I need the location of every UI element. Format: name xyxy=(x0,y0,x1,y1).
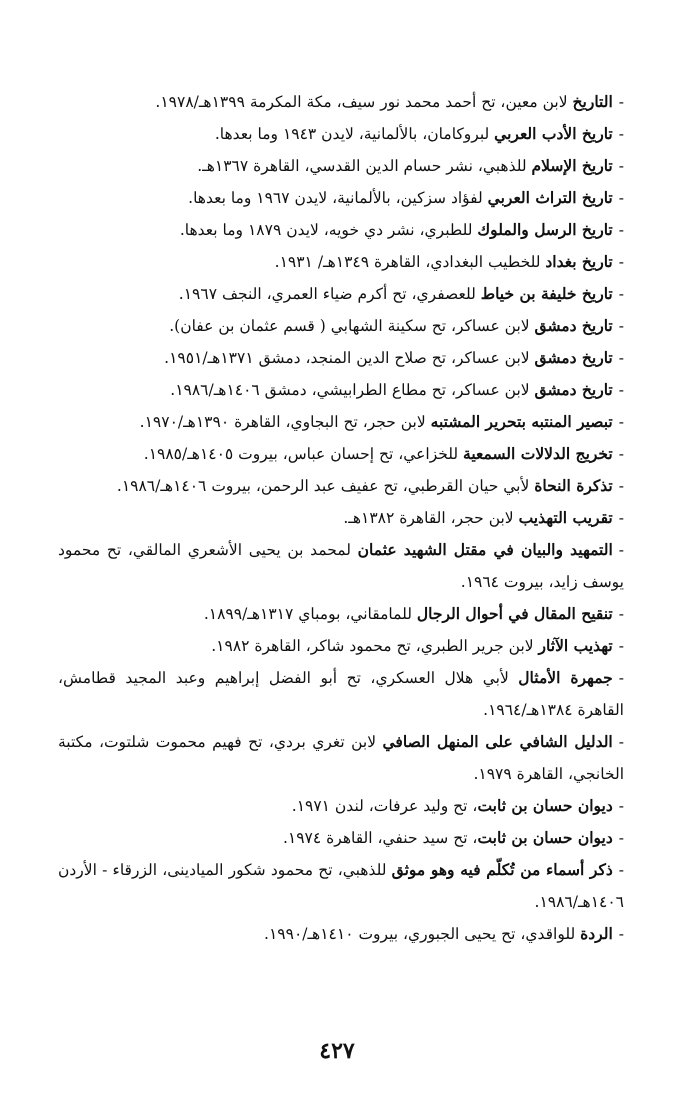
entry-details: ، تح وليد عرفات، لندن ١٩٧١. xyxy=(291,797,478,815)
entry-details: للخزاعي، تح إحسان عباس، بيروت ١٤٠٥هـ/١٩٨٥. xyxy=(143,445,464,463)
entry-title: ديوان حسان بن ثابت xyxy=(477,828,613,847)
entry-details: لابن حجر، القاهرة ١٣٨٢هـ. xyxy=(343,509,519,527)
bibliography-entry: -تاريخ الرسل والملوك للطبري، نشر دي خويه، لايدن ١٨٧٩ وما بعدها. xyxy=(179,220,624,239)
entry-title: تاريخ دمشق xyxy=(534,348,613,367)
bibliography-entry: -ذكر أسماء من تُكلّم فيه وهو موثق للذهبي، تح محمود شكور الميادينى، الزرقاء - الأردن ١٤٠٦هـ/١٩٨٦. xyxy=(58,860,624,911)
entry-details: لابن حجر، تح البجاوي، القاهرة ١٣٩٠هـ/١٩٧٠. xyxy=(139,413,431,431)
entry-details: لمحمد بن يحيى الأشعري المالقي، تح محمود يوسف زايد، بيروت ١٩٦٤. xyxy=(58,541,624,591)
entry-details: لفؤاد سزكين، بالألمانية، لايدن ١٩٦٧ وما بعدها. xyxy=(188,189,488,207)
entry-details: للعصفري، تح أكرم ضياء العمري، النجف ١٩٦٧. xyxy=(178,285,481,303)
entry-title: ديوان حسان بن ثابت xyxy=(477,796,613,815)
entry-title: تاريخ خليفة بن خياط xyxy=(480,284,613,303)
entry-title: تاريخ التراث العربي xyxy=(487,188,613,207)
entry-details: لابن تغري بردي، تح فهيم محموت شلتوت، مكتبة الخانجي، القاهرة ١٩٧٩. xyxy=(58,733,624,783)
entry-title: تاريخ الرسل والملوك xyxy=(477,220,613,239)
entry-details: لابن عساكر، تح سكينة الشهابي ( قسم عثمان بن عفان). xyxy=(169,317,535,335)
bibliography-entry: -تاريخ الإسلام للذهبي، نشر حسام الدين القدسي، القاهرة ١٣٦٧هـ. xyxy=(197,156,624,175)
bibliography-entry: -تذكرة النحاة لأبي حيان القرطبي، تح عفيف عبد الرحمن، بيروت ١٤٠٦هـ/١٩٨٦. xyxy=(116,476,624,495)
entry-details: لبروكامان، بالألمانية، لايدن ١٩٤٣ وما بعدها. xyxy=(214,125,495,143)
entry-details: لأبي هلال العسكري، تح أبو الفضل إبراهيم وعبد المجيد قطامش، القاهرة ١٣٨٤هـ/١٩٦٤. xyxy=(58,669,624,719)
entry-title: تهذيب الآثار xyxy=(538,636,613,655)
entry-title: تذكرة النحاة xyxy=(534,476,613,495)
entry-title: تاريخ دمشق xyxy=(534,380,613,399)
entry-title: تاريخ الإسلام xyxy=(531,156,613,175)
entry-details: لابن جرير الطبري، تح محمود شاكر، القاهرة ١٩٨٢. xyxy=(211,637,539,655)
bibliography-entry: -التاريخ لابن معين، تح أحمد محمد نور سيف، مكة المكرمة ١٣٩٩هـ/١٩٧٨. xyxy=(155,92,624,111)
bibliography-entry: -تنقيح المقال في أحوال الرجال للمامقاني، بومباي ١٣١٧هـ/١٨٩٩. xyxy=(203,604,624,623)
bibliography-entry: -الدليل الشافي على المنهل الصافي لابن تغري بردي، تح فهيم محموت شلتوت، مكتبة الخانجي، القاهرة ١٩٧٩. xyxy=(58,732,624,783)
entry-details: للطبري، نشر دي خويه، لايدن ١٨٧٩ وما بعدها. xyxy=(179,221,478,239)
entry-title: التمهيد والبيان في مقتل الشهيد عثمان xyxy=(357,540,613,559)
entry-details: لأبي حيان القرطبي، تح عفيف عبد الرحمن، بيروت ١٤٠٦هـ/١٩٨٦. xyxy=(116,477,535,495)
entry-title: التاريخ xyxy=(572,92,613,111)
entry-details: للخطيب البغدادي، القاهرة ١٣٤٩هـ/ ١٩٣١. xyxy=(274,253,546,271)
entry-title: تاريخ دمشق xyxy=(534,316,613,335)
entry-title: الدليل الشافي على المنهل الصافي xyxy=(382,732,613,751)
bibliography-entry: -جمهرة الأمثال لأبي هلال العسكري، تح أبو الفضل إبراهيم وعبد المجيد قطامش، القاهرة ١٣٨٤هـ/١٩٦٤. xyxy=(58,668,624,719)
entry-title: تاريخ بغداد xyxy=(545,252,613,271)
entry-details: لابن معين، تح أحمد محمد نور سيف، مكة المكرمة ١٣٩٩هـ/١٩٧٨. xyxy=(155,93,573,111)
bibliography-entry: -ديوان حسان بن ثابت، تح وليد عرفات، لندن ١٩٧١. xyxy=(291,796,624,815)
entry-title: تبصير المنتبه بتحرير المشتبه xyxy=(430,412,613,431)
bibliography-entry: -تاريخ دمشق لابن عساكر، تح صلاح الدين المنجد، دمشق ١٣٧١هـ/١٩٥١. xyxy=(164,348,624,367)
entry-title: جمهرة الأمثال xyxy=(518,668,613,687)
entry-title: تخريج الدلالات السمعية xyxy=(463,444,613,463)
entry-details: للذهبي، نشر حسام الدين القدسي، القاهرة ١٣٦٧هـ. xyxy=(197,157,532,175)
entry-details: لابن عساكر، تح صلاح الدين المنجد، دمشق ١٣٧١هـ/١٩٥١. xyxy=(164,349,535,367)
bibliography-entry: -تاريخ الأدب العربي لبروكامان، بالألمانية، لايدن ١٩٤٣ وما بعدها. xyxy=(214,124,624,143)
page-number: ٤٢٧ xyxy=(319,1038,355,1064)
bibliography-entry: -التمهيد والبيان في مقتل الشهيد عثمان لمحمد بن يحيى الأشعري المالقي، تح محمود يوسف زايد، بيروت ١٩٦٤. xyxy=(58,540,624,591)
bibliography-entry: -تبصير المنتبه بتحرير المشتبه لابن حجر، تح البجاوي، القاهرة ١٣٩٠هـ/١٩٧٠. xyxy=(139,412,624,431)
entry-title: الردة xyxy=(580,924,613,943)
entry-details: لابن عساكر، تح مطاع الطرابيشي، دمشق ١٤٠٦هـ/١٩٨٦. xyxy=(170,381,535,399)
entry-details: للواقدي، تح يحيى الجبوري، بيروت ١٤١٠هـ/١٩٩٠. xyxy=(264,925,581,943)
bibliography-entry: -تخريج الدلالات السمعية للخزاعي، تح إحسان عباس، بيروت ١٤٠٥هـ/١٩٨٥. xyxy=(143,444,624,463)
bibliography-entry: -تاريخ بغداد للخطيب البغدادي، القاهرة ١٣٤٩هـ/ ١٩٣١. xyxy=(274,252,624,271)
entry-title: تنقيح المقال في أحوال الرجال xyxy=(416,604,613,623)
bibliography-entry: -ديوان حسان بن ثابت، تح سيد حنفي، القاهرة ١٩٧٤. xyxy=(282,828,624,847)
bibliography-list xyxy=(58,86,624,950)
bibliography-entry: -تاريخ دمشق لابن عساكر، تح مطاع الطرابيشي، دمشق ١٤٠٦هـ/١٩٨٦. xyxy=(170,380,624,399)
entry-title: تاريخ الأدب العربي xyxy=(494,124,613,143)
entry-details: للمامقاني، بومباي ١٣١٧هـ/١٨٩٩. xyxy=(203,605,417,623)
entry-title: ذكر أسماء من تُكلّم فيه وهو موثق xyxy=(391,860,613,879)
bibliography-entry: -تقريب التهذيب لابن حجر، القاهرة ١٣٨٢هـ. xyxy=(343,508,624,527)
bibliography-entry: -الردة للواقدي، تح يحيى الجبوري، بيروت ١٤١٠هـ/١٩٩٠. xyxy=(264,924,624,943)
bibliography-entry: -تاريخ خليفة بن خياط للعصفري، تح أكرم ضياء العمري، النجف ١٩٦٧. xyxy=(178,284,624,303)
entry-details: للذهبي، تح محمود شكور الميادينى، الزرقاء - الأردن ١٤٠٦هـ/١٩٨٦. xyxy=(58,861,624,911)
entry-title: تقريب التهذيب xyxy=(518,508,613,527)
entry-details: ، تح سيد حنفي، القاهرة ١٩٧٤. xyxy=(282,829,478,847)
bibliography-entry: -تهذيب الآثار لابن جرير الطبري، تح محمود شاكر، القاهرة ١٩٨٢. xyxy=(211,636,624,655)
bibliography-entry: -تاريخ دمشق لابن عساكر، تح سكينة الشهابي ( قسم عثمان بن عفان). xyxy=(169,316,624,335)
bibliography-entry: -تاريخ التراث العربي لفؤاد سزكين، بالألمانية، لايدن ١٩٦٧ وما بعدها. xyxy=(188,188,624,207)
